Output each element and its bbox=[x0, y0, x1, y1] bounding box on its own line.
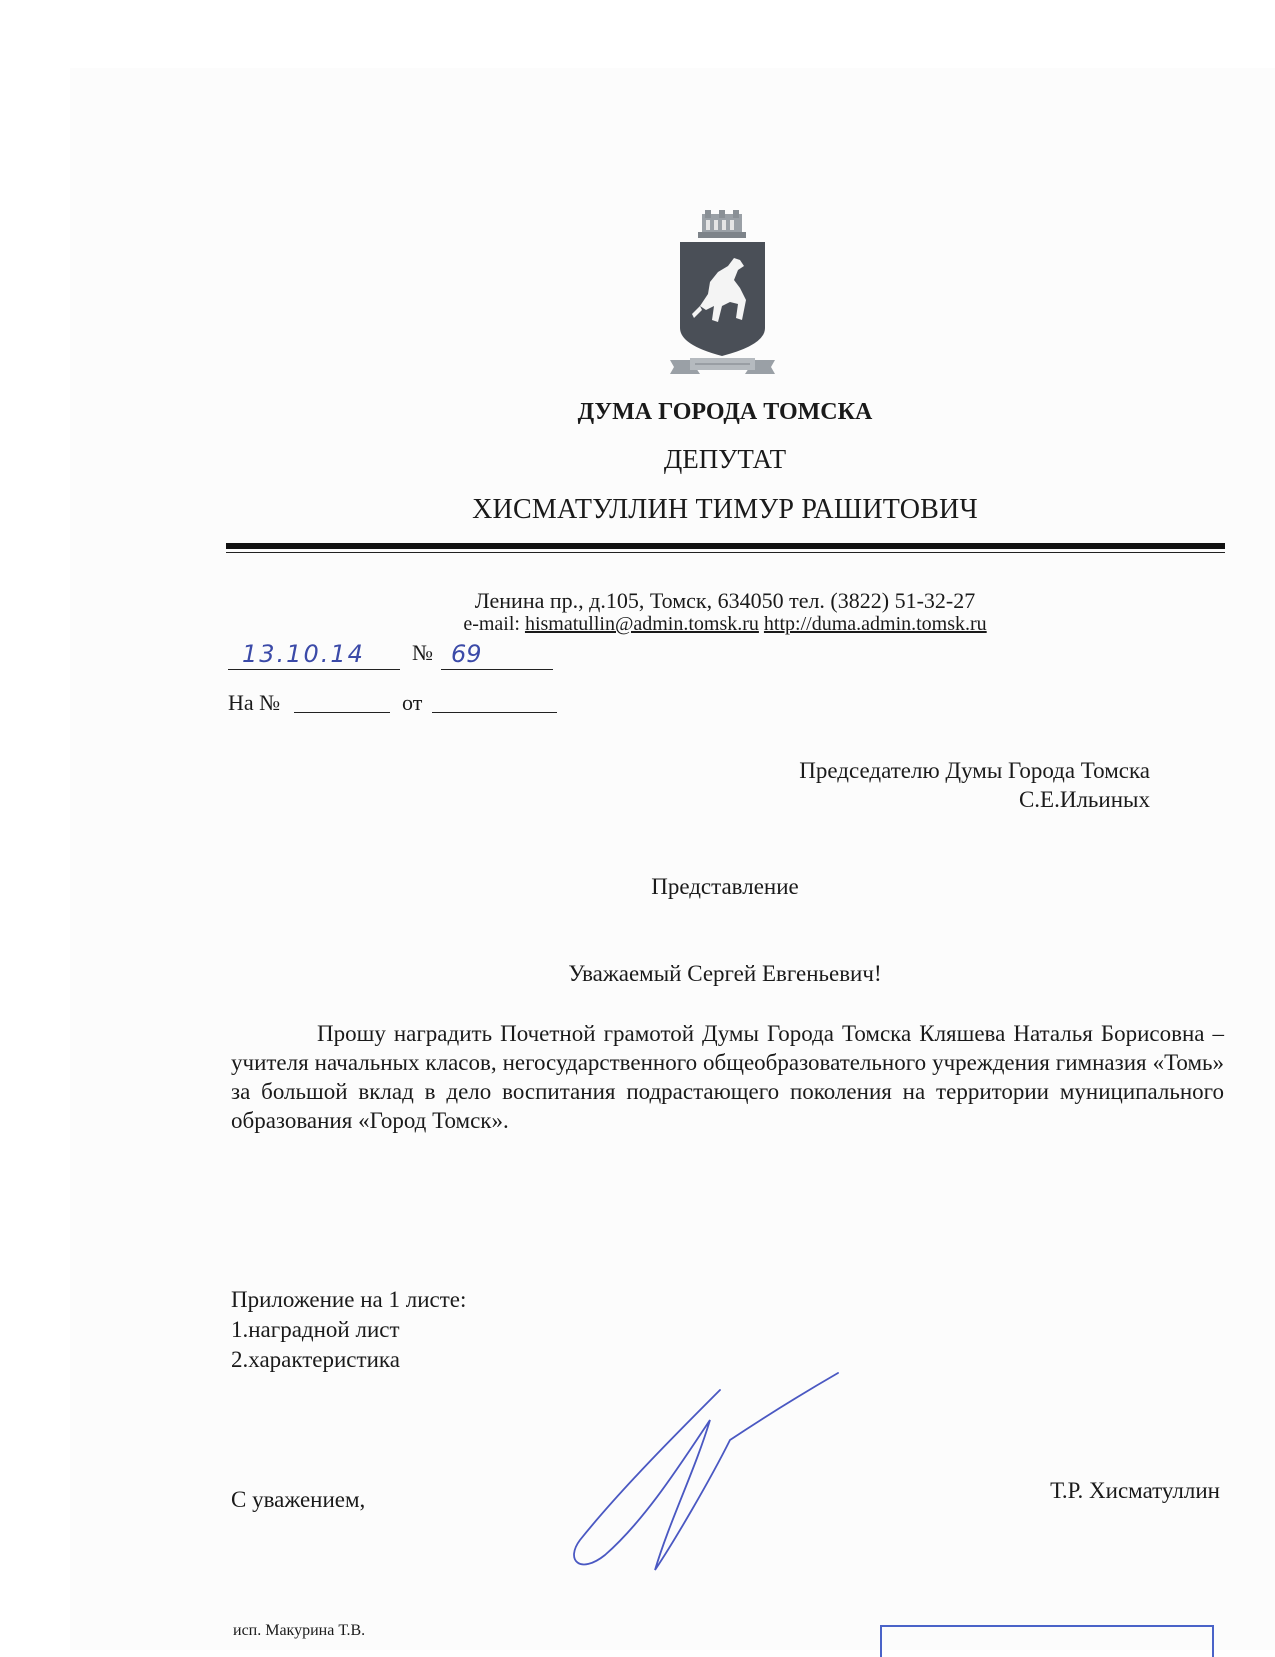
organization-name: ДУМА ГОРОДА ТОМСКА bbox=[577, 399, 873, 425]
attachment-item: 2.характеристика bbox=[231, 1347, 400, 1372]
executor-note: исп. Макурина Т.В. bbox=[233, 1622, 366, 1639]
attachment-item: 1.наградной лист bbox=[231, 1317, 400, 1342]
reply-number-blank bbox=[294, 712, 390, 713]
addressee-title: Председателю Думы Города Томска bbox=[799, 758, 1150, 783]
document-title: Представление bbox=[651, 874, 799, 899]
closing-phrase: С уважением, bbox=[231, 1487, 366, 1512]
registration-stamp-frame bbox=[880, 1625, 1214, 1657]
postal-address: Ленина пр., д.105, Томск, 634050 тел. (3822) 51-32-27 bbox=[474, 588, 976, 613]
registration-number: 69 bbox=[441, 640, 553, 670]
addressee-block bbox=[700, 756, 1150, 814]
email-link[interactable]: hismatullin@admin.tomsk.ru bbox=[524, 613, 759, 635]
tomsk-coat-of-arms-icon bbox=[660, 210, 785, 380]
header-divider-thin bbox=[226, 552, 1225, 553]
contact-links bbox=[300, 613, 1150, 636]
reply-number-label: На № bbox=[228, 690, 281, 715]
deputy-full-name: ХИСМАТУЛЛИН ТИМУР РАШИТОВИЧ bbox=[472, 494, 978, 525]
reply-from-label: от bbox=[402, 690, 423, 715]
website-link[interactable]: http://duma.admin.tomsk.ru bbox=[763, 613, 987, 635]
handwritten-signature bbox=[560, 1370, 850, 1580]
registration-date: 13.10.14 bbox=[228, 640, 400, 670]
signer-name: Т.Р. Хисматуллин bbox=[1050, 1478, 1220, 1503]
addressee-name: С.Е.Ильиных bbox=[1018, 787, 1150, 812]
greeting: Уважаемый Сергей Евгеньевич! bbox=[568, 961, 882, 986]
attachments-header: Приложение на 1 листе: bbox=[231, 1287, 467, 1312]
email-label: e-mail: bbox=[463, 613, 520, 635]
number-sign: № bbox=[412, 640, 433, 665]
attachments-list bbox=[231, 1285, 466, 1375]
reply-date-blank bbox=[432, 712, 557, 713]
body-paragraph: Прошу наградить Почетной грамотой Думы Города Томска Кляшева Наталья Борисовна – учителя начальных класов, негосударственного общеобразовательного учреждения гимназия «Томь» за большой вклад в дело воспитания подрастающего поколения на территории муниципального образования «Город Томск». bbox=[231, 1021, 1224, 1133]
header-divider-thick bbox=[226, 543, 1225, 549]
position-title: ДЕПУТАТ bbox=[663, 444, 787, 474]
